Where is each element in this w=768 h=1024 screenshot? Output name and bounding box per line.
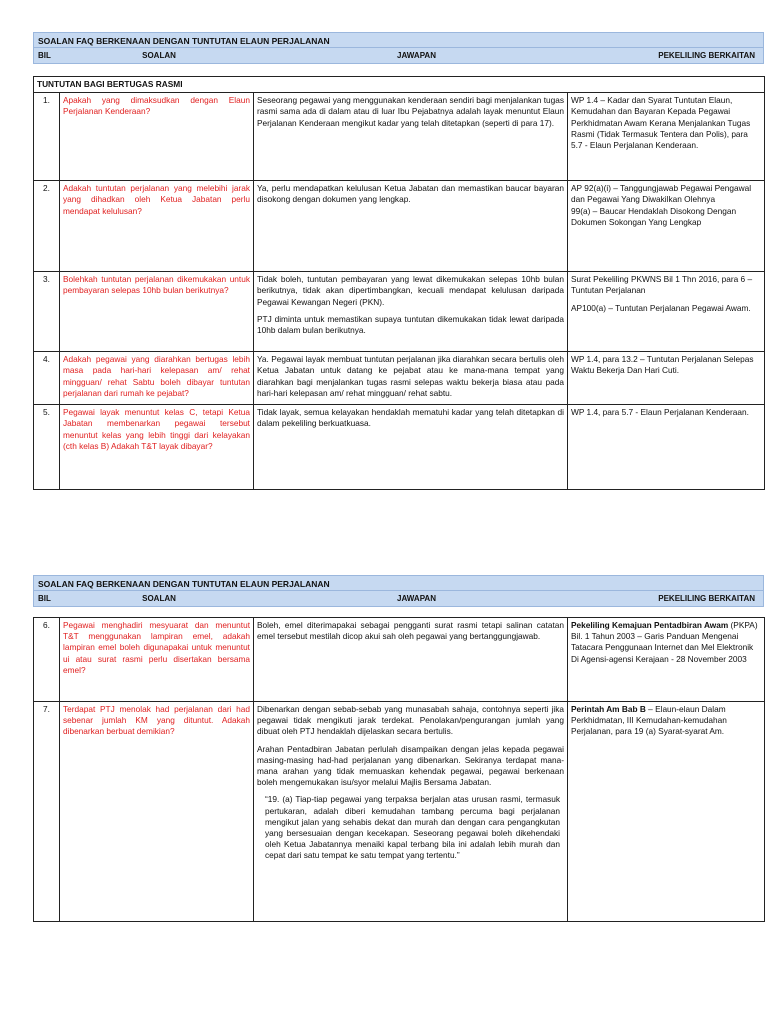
reference-lead: Pekeliling Kemajuan Pentadbiran Awam (571, 620, 729, 630)
question: Pegawai menghadiri mesyuarat dan menuntut T&T menggunakan lampiran emel, adakah lampiran emel boleh digunapakai untuk menuntut ui atau surat rasmi perlu disertakan bersama emel? (60, 618, 254, 702)
column-header-row (33, 48, 764, 64)
col-bil: BIL (38, 594, 51, 603)
answer-paragraph: Dibenarkan dengan sebab-sebab yang munasabah sahaja, contohnya seperti jika pegawai tidak mengikuti jarak terdekat. Penolakan/pengurangan jumlah yang dibuat oleh PTJ hendaklah dijelaskan secara bertulis. (257, 704, 564, 737)
header-block-1 (33, 32, 764, 64)
table-row (34, 93, 765, 181)
answer (254, 272, 568, 352)
col-pekeliling: PEKELILING BERKAITAN (658, 594, 755, 603)
document-title: SOALAN FAQ BERKENAAN DENGAN TUNTUTAN ELAUN PERJALANAN (33, 32, 764, 48)
reference-paragraph: WP 1.4, para 5.7 - Elaun Perjalanan Kenderaan. (571, 407, 749, 418)
reference (568, 352, 765, 405)
question: Pegawai layak menuntut kelas C, tetapi Ketua Jabatan membenarkan pegawai tersebut menuntut kelas yang lebih tinggi dari kelayakan (cth kelas B) Adakah T&T layak dibayar? (60, 405, 254, 490)
reference-paragraph: AP 92(a)(i) – Tanggungjawab Pegawai Pengawal dan Pegawai Yang Diwakilkan Olehnya (571, 183, 752, 205)
table-row (34, 352, 765, 405)
answer-paragraph: Tidak boleh, tuntutan pembayaran yang lewat dikemukakan selepas 10hb bulan berikutnya, tidak akan dipertimbangkan, kecuali mendapat kelulusan daripada Pegawai Kewangan Negeri (PKN). (257, 274, 564, 307)
reference-paragraph: WP 1.4 – Kadar dan Syarat Tuntutan Elaun, Kemudahan dan Bayaran Kepada Pegawai Perkhidmatan Awam Kerana Menjalankan Tugas Rasmi (Tidak Termasuk Tentera dan Polis), para 5.7 - Elaun Perjalanan Kenderaan. (571, 95, 751, 151)
answer (254, 352, 568, 405)
reference (568, 618, 765, 702)
section-row (34, 77, 765, 93)
answer-paragraph: Arahan Pentadbiran Jabatan perlulah disampaikan dengan jelas kepada pegawai masing-masing had-had perjalanan yang dibenarkan. Sekiranya terdapat mana-mana arahan yang tidak memuaskan kehendak pegawai, pegawai berkenaan boleh mengemukakan isu/syor melalui Majlis Bersama Jabatan. (257, 743, 564, 788)
question: Adakah tuntutan perjalanan yang melebihi jarak yang dihadkan oleh Ketua Jabatan perlu mendapat kelulusan? (60, 181, 254, 272)
faq-table-2 (33, 617, 765, 922)
row-number: 5. (34, 405, 60, 490)
row-number: 7. (34, 702, 60, 922)
answer-paragraph: Seseorang pegawai yang menggunakan kenderaan sendiri bagi menjalankan tugas rasmi sama ada di dalam atau di luar Ibu Pejabatnya adalah layak menuntut Elaun Perjalanan Kenderaan mengikut kadar yang telah ditetapkan (seperti di para 17). (257, 95, 564, 128)
answer (254, 618, 568, 702)
column-header-row (33, 591, 764, 607)
reference (568, 272, 765, 352)
reference-paragraph: Surat Pekeliling PKWNS Bil 1 Thn 2016, para 6 – Tuntutan Perjalanan (571, 274, 753, 296)
answer-quote: “19. (a) Tiap-tiap pegawai yang terpaksa berjalan atas urusan rasmi, termasuk pertukaran, adalah diberi kemudahan tambang percuma bagi perjalanan mengikut jalan yang sehabis dekat dan murah dan dengan cara pengangkutan yang bersesuaian dengan kecekapan. Seseorang pegawai boleh dikehendaki oleh Ketua Jabatannya menaiki kapal terbang bila ini adalah lebih murah dan cepat dari satu tempat ke satu tempat yang tertentu.” (265, 794, 560, 861)
col-bil: BIL (38, 51, 51, 60)
row-number: 6. (34, 618, 60, 702)
col-jawapan: JAWAPAN (397, 51, 436, 60)
answer-paragraph: Ya, perlu mendapatkan kelulusan Ketua Jabatan dan memastikan baucar bayaran disokong dengan dokumen yang lengkap. (257, 183, 564, 205)
reference-lead: Perintah Am Bab B (571, 704, 646, 714)
row-number: 3. (34, 272, 60, 352)
col-soalan: SOALAN (142, 51, 176, 60)
answer (254, 181, 568, 272)
answer-paragraph: Boleh, emel diterimapakai sebagai pengganti surat rasmi tetapi salinan catatan emel tersebut mestilah dicop akui sah oleh pegawai yang bertanggungjawab. (257, 620, 564, 642)
col-soalan: SOALAN (142, 594, 176, 603)
answer (254, 405, 568, 490)
table-row (34, 702, 765, 922)
table-row (34, 181, 765, 272)
table-row (34, 618, 765, 702)
reference-rest: – Elaun-elaun Dalam Perkhidmatan, III Kemudahan-kemudahan Perjalanan, para 19 (a) Syarat-syarat Am. (571, 704, 727, 737)
answer (254, 702, 568, 922)
row-number: 4. (34, 352, 60, 405)
document-title: SOALAN FAQ BERKENAAN DENGAN TUNTUTAN ELAUN PERJALANAN (33, 575, 764, 591)
section-title: TUNTUTAN BAGI BERTUGAS RASMI (34, 77, 765, 93)
reference (568, 702, 765, 922)
col-jawapan: JAWAPAN (397, 594, 436, 603)
reference (568, 181, 765, 272)
question: Adakah pegawai yang diarahkan bertugas lebih masa pada hari-hari kelepasan am/ rehat mingguan/ rehat Sabtu boleh dibayar tuntutan perjalanan dari rumah ke pejabat? (60, 352, 254, 405)
reference (568, 405, 765, 490)
col-pekeliling: PEKELILING BERKAITAN (658, 51, 755, 60)
reference-rest: (PKPA) Bil. 1 Tahun 2003 – Garis Panduan Mengenai Tatacara Penggunaan Internet dan Mel Elektronik Di Agensi-agensi Kerajaan - 28 November 2003 (571, 620, 758, 664)
reference-paragraph: 99(a) – Baucar Hendaklah Disokong Dengan Dokumen Sokongan Yang Lengkap (571, 205, 737, 227)
answer-paragraph: Ya. Pegawai layak membuat tuntutan perjalanan jika diarahkan secara bertulis oleh Ketua Jabatan untuk datang ke pejabat atau ke mana-mana tempat yang diarahkan bagi menjalankan tugas rasmi selepas waktu bekerja biasa atau pada hari-hari kelepasan am/ rehat mingguan/ rehat sabtu. (257, 354, 564, 398)
reference-paragraph: AP100(a) – Tuntutan Perjalanan Pegawai Awam. (571, 302, 751, 313)
answer (254, 93, 568, 181)
row-number: 2. (34, 181, 60, 272)
answer-paragraph: PTJ diminta untuk memastikan supaya tuntutan dikemukakan tidak lewat daripada 10hb dalam bulan berikutnya. (257, 313, 564, 336)
row-number: 1. (34, 93, 60, 181)
question: Terdapat PTJ menolak had perjalanan dari had sebenar jumlah KM yang dituntut. Adakah dibenarkan berbuat demikian? (60, 702, 254, 922)
header-block-2 (33, 575, 764, 607)
faq-table-1 (33, 76, 765, 490)
table-row (34, 272, 765, 352)
table-row (34, 405, 765, 490)
answer-paragraph: Tidak layak, semua kelayakan hendaklah mematuhi kadar yang telah ditetapkan di dalam pekeliling berkuatkuasa. (257, 407, 564, 429)
question: Apakah yang dimaksudkan dengan Elaun Perjalanan Kenderaan? (60, 93, 254, 181)
reference (568, 93, 765, 181)
question: Bolehkah tuntutan perjalanan dikemukakan untuk pembayaran selepas 10hb bulan berikutnya? (60, 272, 254, 352)
reference-paragraph: WP 1.4, para 13.2 – Tuntutan Perjalanan Selepas Waktu Bekerja Dan Hari Cuti. (571, 354, 754, 376)
